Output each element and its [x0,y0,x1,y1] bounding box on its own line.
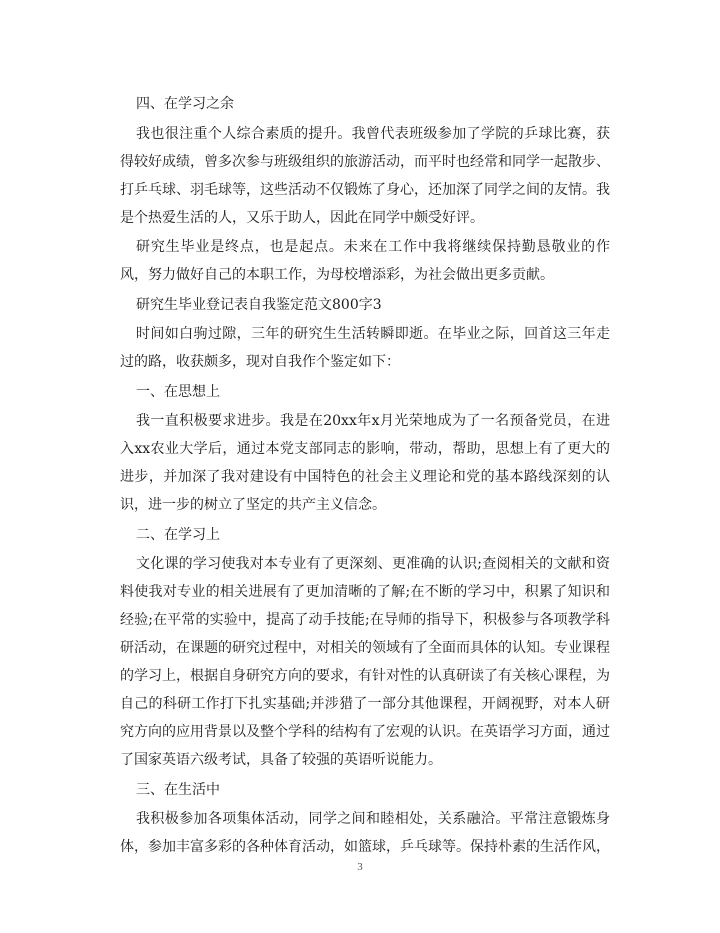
page-number: 3 [357,861,363,873]
body-paragraph: 我也很注重个人综合素质的提升。我曾代表班级参加了学院的乒球比赛，获得较好成绩，曾多次参与班级组织的旅游活动，而平时也经常和同学一起散步、打乒乓球、羽毛球等，这些活动不仅锻炼了身心，还加深了同学之间的友情。我是个热爱生活的人，又乐于助人，因此在同学中颇受好评。 [120,125,610,226]
document-body [120,90,610,863]
body-paragraph: 时间如白驹过隙，三年的研究生生活转瞬即逝。在毕业之际，回首这三年走过的路，收获颇多，现对自我作个鉴定如下： [120,326,610,370]
article-title: 研究生毕业登记表自我鉴定范文800字3 [136,296,382,313]
section-heading-3: 三、在生活中 [136,781,220,798]
section-heading-2: 二、在学习上 [136,526,220,543]
body-paragraph: 文化课的学习使我对本专业有了更深刻、更准确的认识;查阅相关的文献和资料使我对专业的相关进展有了更加清晰的了解;在不断的学习中，积累了知识和经验;在平常的实验中，提高了动手技能;在导师的指导下，积极参与各项教学科研活动，在课题的研究过程中，对相关的领域有了全面而具体的认知。专业课程的学习上，根据自身研究方向的要求，有针对性的认真研读了有关核心课程，为自己的科研工作打下扎实基础;并涉猎了一部分其他课程，开阔视野，对本人研究方向的应用背景以及整个学科的结构有了宏观的认识。在英语学习方面，通过了国家英语六级考试，具备了较强的英语听说能力。 [120,556,610,768]
section-heading-1: 一、在思想上 [136,383,220,400]
section-heading-4: 四、在学习之余 [136,96,234,112]
body-paragraph: 我积极参加各项集体活动，同学之间和睦相处，关系融洽。平常注意锻炼身体，参加丰富多彩的各种体育活动，如篮球，乒乓球等。保持朴素的生活作风， [120,811,610,855]
body-paragraph: 研究生毕业是终点，也是起点。未来在工作中我将继续保持勤恳敬业的作风，努力做好自己的本职工作，为母校增添彩，为社会做出更多贡献。 [120,239,610,283]
body-paragraph: 我一直积极要求进步。我是在20xx年x月光荣地成为了一名预备党员，在进入xx农业大学后，通过本党支部同志的影响，带动，帮助，思想上有了更大的进步，并加深了我对建设有中国特色的社会主义理论和党的基本路线深刻的认识，进一步的树立了坚定的共产主义信念。 [120,413,610,513]
